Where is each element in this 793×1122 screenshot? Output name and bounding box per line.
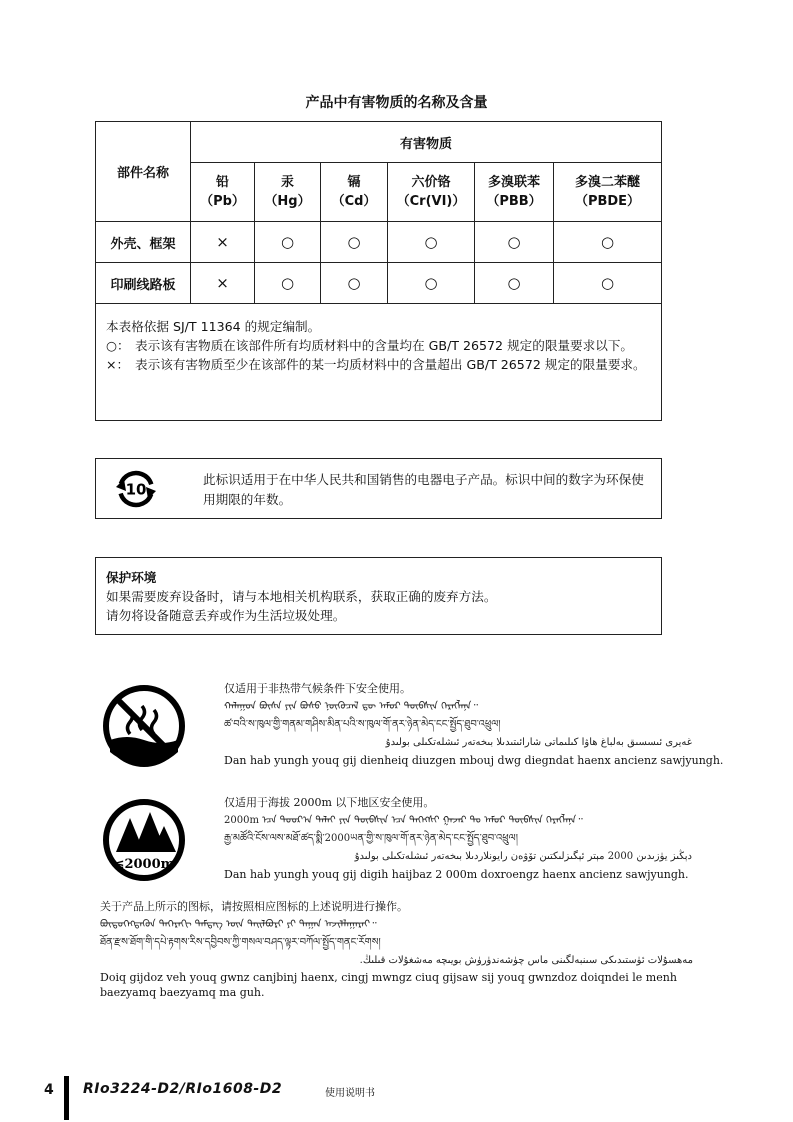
climate-zhuang: Dan hab yungh youq gij dienheiq diuzgen mbouj dwg diegndat haenx ancienz sawjyungh. <box>224 754 724 767</box>
page-number: 4 <box>44 1082 54 1098</box>
part-name-header: 部件名称 <box>96 122 191 222</box>
footer-uyghur: مەھسۇلات ئۈستىدىكى سىنبەلگىنى ماس چۈشەندۈرۈش بويىچە مەشغۇلات قىلىڭ. <box>359 955 693 966</box>
value-cell: ○ <box>475 263 554 304</box>
environment-line: 如果需要废弃设备时，请与本地相关机构联系，获取正确的废弃方法。 <box>106 589 497 604</box>
value-cell: × <box>191 263 255 304</box>
page-title: 产品中有害物质的名称及含量 <box>305 95 488 111</box>
footer-zhuang: Doiq gijdoz veh youq gwnz canjbinj haenx, cingj mwngz ciuq gijsaw sij youq gwnzdoz doiqndei le menh baezyamq baezyamq ma guh. <box>100 971 677 999</box>
substance-header: 汞 （Hg） <box>255 163 321 222</box>
notes-line: 本表格依据 SJ/T 11364 的规定编制。 <box>106 319 321 334</box>
table-notes <box>95 303 662 421</box>
altitude-2000m-icon <box>100 796 188 884</box>
epup-logo-number: 10 <box>125 480 147 499</box>
manual-label: 使用说明书 <box>325 1088 375 1099</box>
footer-zh: 关于产品上所示的图标，请按照相应图标的上述说明进行操作。 <box>100 900 408 913</box>
page-divider <box>64 1076 69 1120</box>
climate-tibetan: ཚ་བའི་ས་ཁུལ་གྱི་གནམ་གཤིས་མིན་པའི་ས་ཁུལ་གོ་ནར་ཉེན་མེད་ངང་སྤྱོད་ཐུབ་འཕྲུལ། <box>224 719 501 730</box>
substance-header: 六价铬 （Cr(VI)） <box>388 163 475 222</box>
climate-zh: 仅适用于非热带气候条件下安全使用。 <box>224 682 411 695</box>
environment-line: 请勿将设备随意丢弃或作为生活垃圾处理。 <box>106 608 346 623</box>
value-cell: ○ <box>554 263 662 304</box>
value-cell: ○ <box>255 222 321 263</box>
value-cell: ○ <box>321 222 388 263</box>
x-text: 表示该有害物质至少在该部件的某一均质材料中的含量超出 GB/T 26572 规定的限量要求。 <box>135 357 646 372</box>
substance-header: 铅 （Pb） <box>191 163 255 222</box>
table-row <box>96 263 662 304</box>
o-text: 表示该有害物质在该部件所有均质材料中的含量均在 GB/T 26572 规定的限量要求以下。 <box>135 338 634 353</box>
epup-notice-box <box>95 458 662 519</box>
recycle-10-icon <box>112 465 160 513</box>
altitude-uyghur: دېڭىز يۈزىدىن 2000 مېتر ئېگىزلىكتىن تۆۋەن رايونلاردىلا بىخەتەر ئىشلەتكىلى بولىدۇ <box>354 851 692 862</box>
environment-heading: 保护环境 <box>106 570 157 585</box>
footer-tibetan: ཐོན་རྫས་ཐོག་གི་དཔེ་རྟགས་རིས་དབྱིབས་ཀྱི་གསལ་བཤད་ལྟར་བཀོལ་སྤྱོད་གནང་རོགས། <box>100 937 381 948</box>
footer-mongolian: ᠪᠦᠲᠦᠭᠡᠭᠳᠡᠬᠦᠨ ᠳᠡᠭᠡᠷᠡᠬᠢ ᠲᠡᠮᠳᠡᠭ ᠦᠨ ᠲᠠᠢᠯᠪᠦᠷᠢ ᠶᠢ ᠳᠠᠭᠠᠨ ᠠᠵᠢᠯᠯᠠᠭᠠᠷᠠᠢ᠃ <box>100 919 377 930</box>
notes-x-definition <box>106 355 649 374</box>
o-mark: ○： <box>106 338 130 353</box>
substance-header: 多溴联苯 （PBB） <box>475 163 554 222</box>
climate-notice <box>224 680 723 770</box>
hazardous-substances-table <box>95 121 662 304</box>
altitude-icon-label: ≤2000m <box>113 857 175 872</box>
value-cell: ○ <box>475 222 554 263</box>
notes-o-definition <box>106 336 649 355</box>
part-name-cell: 外壳、框架 <box>96 222 191 263</box>
icon-instructions <box>100 898 700 1000</box>
epup-text: 此标识适用于在中华人民共和国销售的电器电子产品。标识中间的数字为环保使用期限的年数。 <box>203 472 644 507</box>
substance-header: 多溴二苯醚 （PBDE） <box>554 163 662 222</box>
substance-header: 镉 （Cd） <box>321 163 388 222</box>
altitude-zhuang: Dan hab yungh youq gij digih haijbaz 2 000m doxroengz haenx ancienz sawjyungh. <box>224 868 689 881</box>
altitude-notice <box>224 794 692 884</box>
value-cell: ○ <box>321 263 388 304</box>
climate-mongolian: ᠬᠠᠯᠠᠭᠤᠨ ᠪᠦᠰᠡ ᠶᠢᠨ ᠪᠤᠰᠤ ᠨᠥᠬᠦᠴᠡᠯ ᠳᠦ ᠠᠮᠤᠷ ᠲᠦᠪᠰᠢᠨ ᠬᠡᠷᠡᠭᠯᠡᠨᠡ᠃ <box>224 701 478 712</box>
value-cell: ○ <box>554 222 662 263</box>
environment-box <box>95 557 662 635</box>
table-row <box>96 222 662 263</box>
value-cell: ○ <box>255 263 321 304</box>
altitude-tibetan: རྒྱ་མཚོའི་ངོས་ལས་མཐོ་ཚད་སྨི་2000ཡན་གྱི་ས་ཁུལ་གོ་ནར་ཉེན་མེད་ངང་སྤྱོད་ཐུབ་འཕྲུལ། <box>224 833 518 844</box>
part-name-cell: 印刷线路板 <box>96 263 191 304</box>
non-tropical-climate-icon <box>100 682 188 770</box>
hazardous-substances-header: 有害物质 <box>191 122 662 163</box>
x-mark: ×： <box>106 357 130 372</box>
model-name: RIo3224-D2/RIo1608-D2 <box>83 1081 283 1097</box>
climate-uyghur: غەيرى ئىسسىق بەلباغ ھاۋا كىلىماتى شارائىتىدىلا بىخەتەر ئىشلەتكىلى بولىدۇ <box>385 737 692 748</box>
value-cell: ○ <box>388 263 475 304</box>
value-cell: × <box>191 222 255 263</box>
altitude-mongolian: 2000m ᠡᠴᠡ ᠳᠤᠤᠷ᠎ᠠ ᠳᠠᠯᠠᠢ ᠶᠢᠨ ᠲᠦᠪᠰᠢᠨ ᠡᠴᠡ ᠳᠡᠭᠡᠭᠰᠢ ᠭᠠᠵᠠᠷ ᠲᠤ ᠠᠮᠤᠷ ᠲᠦᠪᠰᠢᠨ ᠬᠡᠷᠡᠭᠯᠡᠨᠡ᠃ <box>224 815 583 826</box>
altitude-zh: 仅适用于海拔 2000m 以下地区安全使用。 <box>224 796 435 809</box>
value-cell: ○ <box>388 222 475 263</box>
